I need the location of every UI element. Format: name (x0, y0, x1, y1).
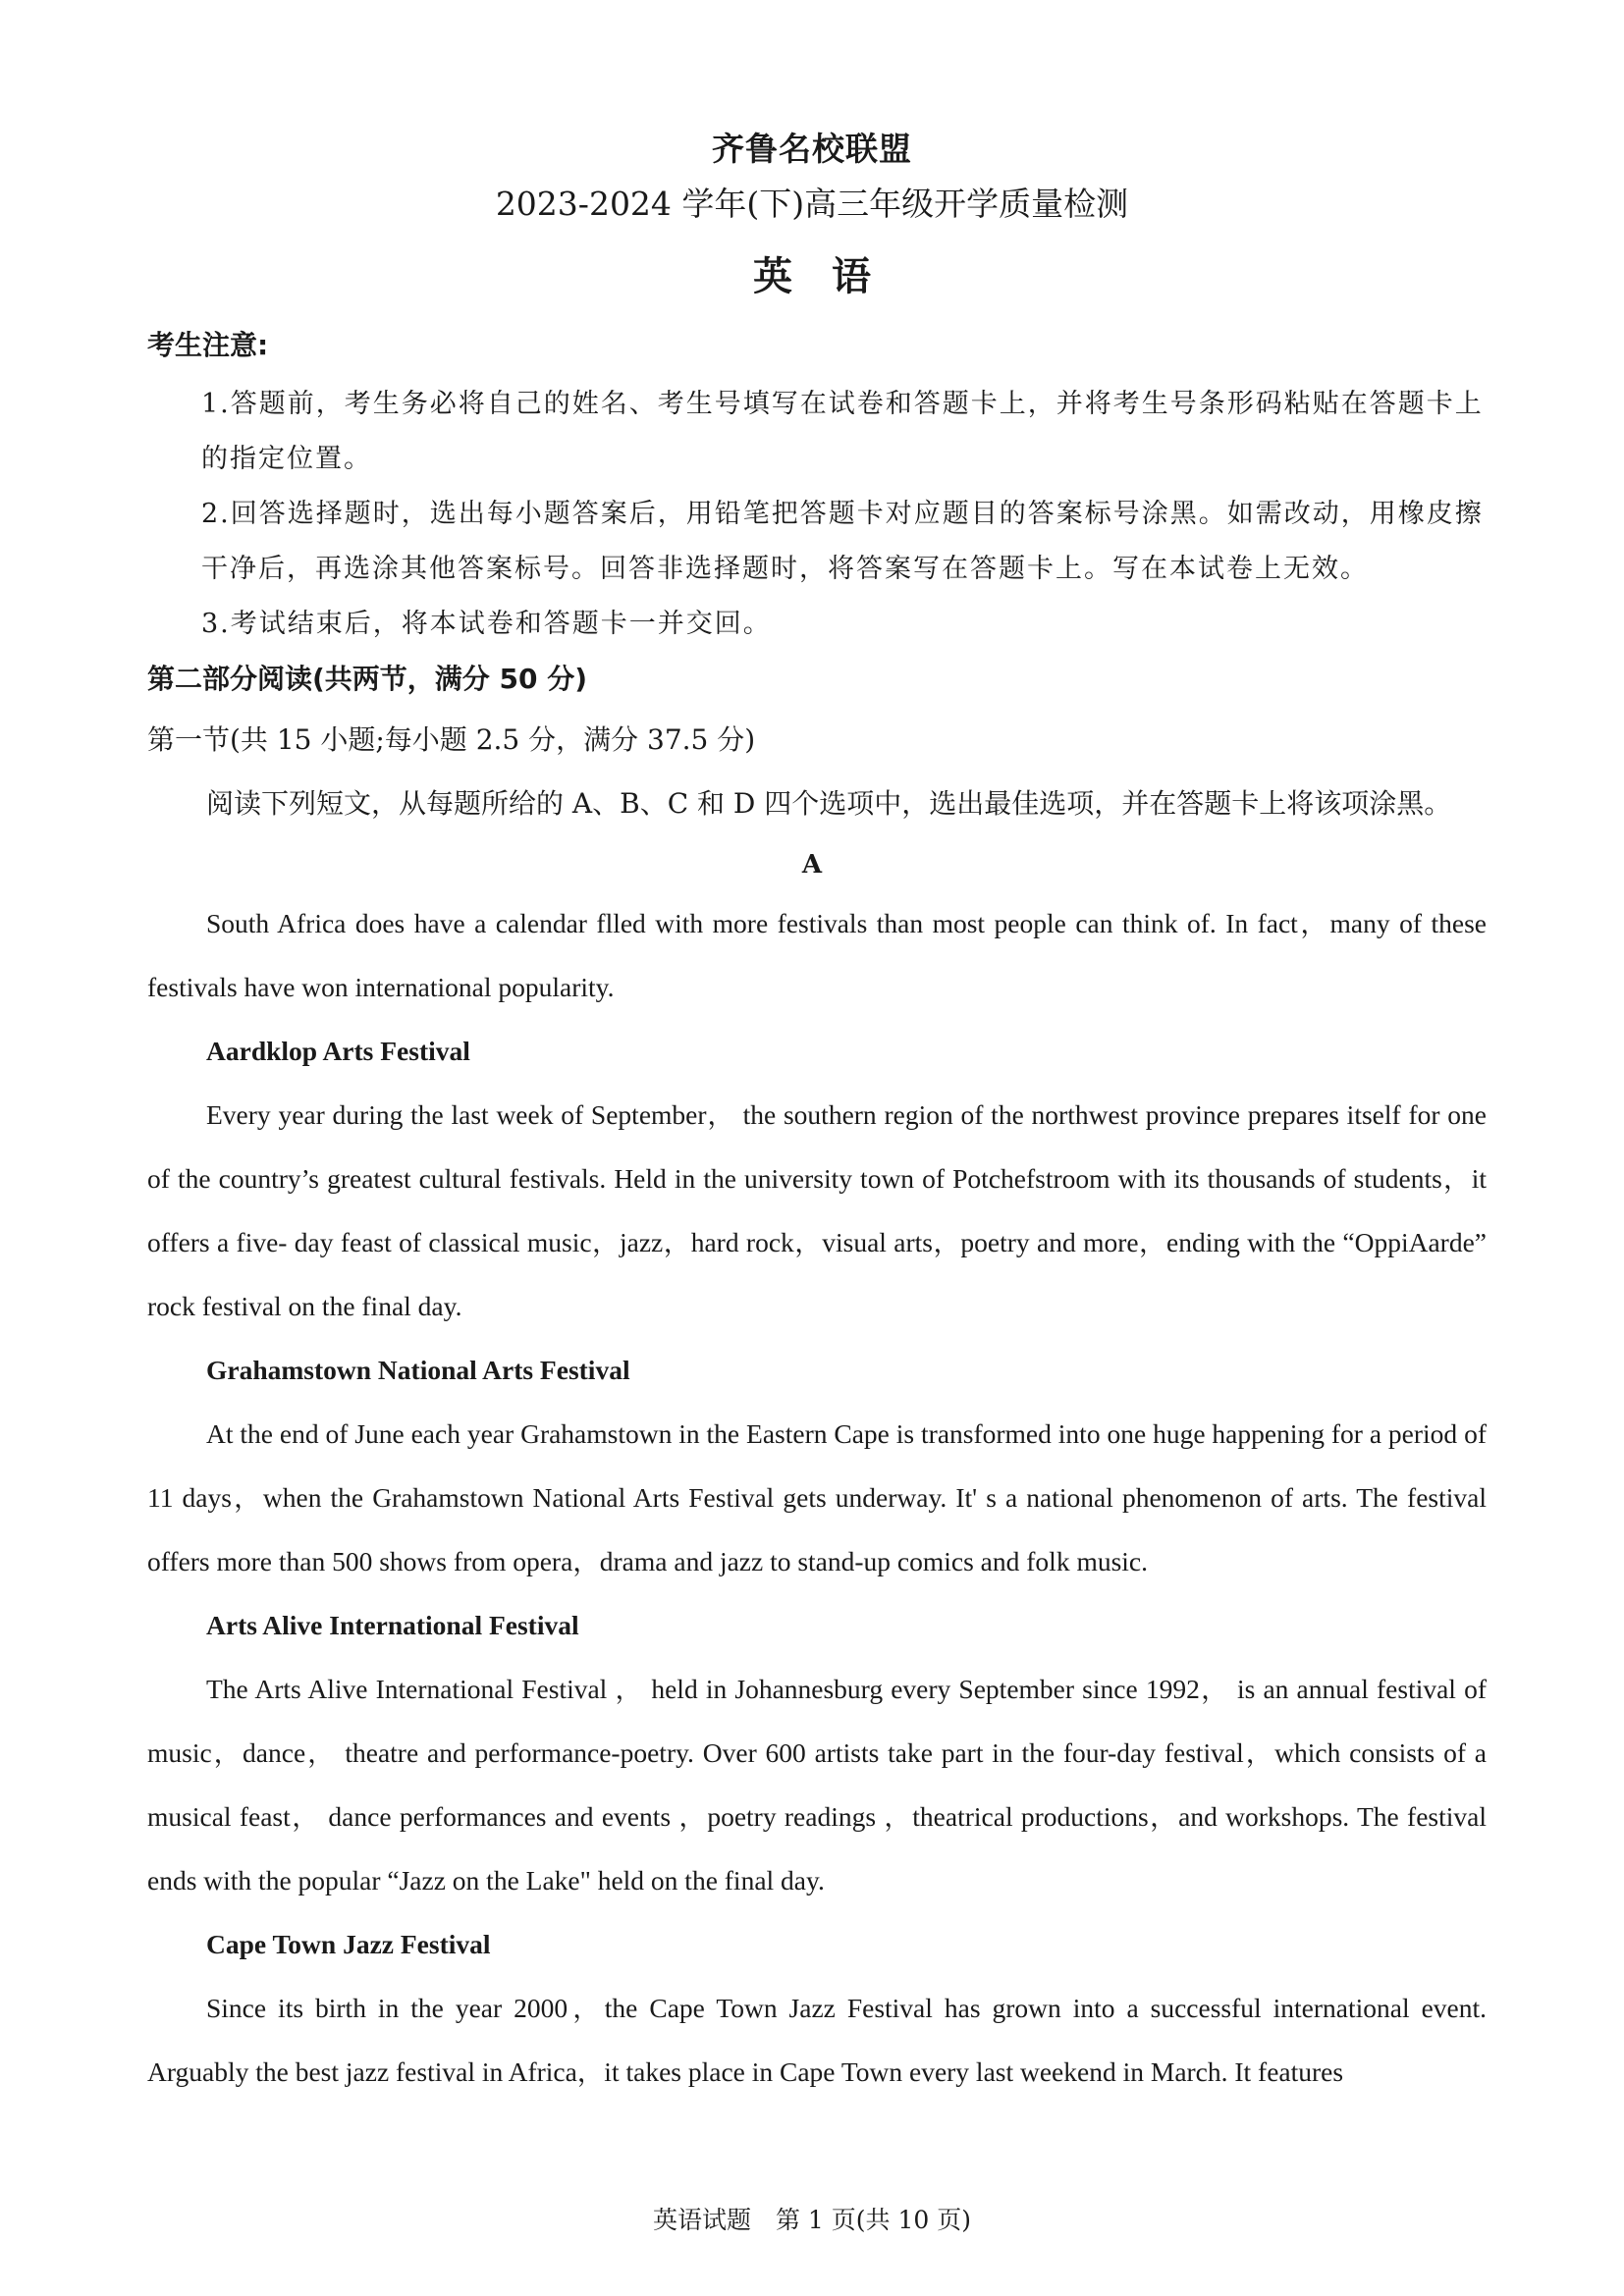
passage-intro: South Africa does have a calendar flled with more festivals than most people can think of. In fact，many of these festivals have won international popularity. (147, 908, 1487, 1002)
organization-name: 齐鲁名校联盟 (712, 130, 912, 168)
festival-paragraph: At the end of June each year Grahamstown in the Eastern Cape is transformed into one huge happening for a period of 11 days，when the Grahamstown National Arts Festival gets underway. It' s a national phenomenon of arts. The festival offers more than 500 shows from opera，drama and jazz to stand-up comics and folk music. (147, 1418, 1487, 1576)
section-title: 第一节(共 15 小题;每小题 2.5 分，满分 37.5 分) (147, 723, 756, 756)
notice-item: 2.回答选择题时，选出每小题答案后，用铅笔把答题卡对应题目的答案标号涂黑。如需改动，用橡皮擦干净后，再选涂其他答案标号。回答非选择题时，将答案写在答题卡上。写在本试卷上无效。 (201, 499, 1484, 584)
festival-heading: Aardklop Arts Festival (206, 1036, 470, 1066)
passage-body (147, 891, 1487, 2104)
instruction-text: 阅读下列短文，从每题所给的 A、B、C 和 D 四个选项中，选出最佳选项，并在答题卡上将该项涂黑。 (206, 787, 1452, 820)
festival-paragraph: The Arts Alive International Festival ， held in Johannesburg every September since 1992， is an annual festival of music，dance， theatre and performance-poetry. Over 600 artists take part in the four-day festival，which consists of a musical feast， dance performances and events ，poetry readings ，theatrical productions，and workshops. The festival ends with the popular “Jazz on the Lake" held on the final day. (147, 1674, 1487, 1896)
page-footer: 英语试题 第 1 页(共 10 页) (652, 2206, 971, 2234)
notice-title: 考生注意: (147, 329, 269, 361)
notice-item: 3.考试结束后，将本试卷和答题卡一并交回。 (201, 609, 772, 639)
festival-heading: Arts Alive International Festival (206, 1610, 579, 1640)
festival-heading: Cape Town Jazz Festival (206, 1929, 491, 1959)
passage-label: A (801, 850, 823, 880)
festival-paragraph: Since its birth in the year 2000，the Cape Town Jazz Festival has grown into a successful international event. Arguably the best jazz festival in Africa，it takes place in Cape Town every last weekend in March. It features (147, 1993, 1487, 2087)
notice-item: 1.答题前，考生务必将自己的姓名、考生号填写在试卷和答题卡上，并将考生号条形码粘贴在答题卡上的指定位置。 (201, 389, 1484, 474)
festival-heading: Grahamstown National Arts Festival (206, 1355, 630, 1385)
notice-list (201, 377, 1488, 652)
exam-title: 2023-2024 学年(下)高三年级开学质量检测 (495, 185, 1129, 223)
festival-paragraph: Every year during the last week of September， the southern region of the northwest province prepares itself for one of the country’s greatest cultural festivals. Held in the university town of Potchefstroom with its thousands of students，it offers a five- day feast of classical music，jazz，hard rock，visual arts，poetry and more，ending with the “OppiAarde” rock festival on the final day. (147, 1099, 1487, 1321)
subject-title: 英语 (753, 254, 910, 299)
part-title: 第二部分阅读(共两节，满分 50 分) (147, 663, 588, 695)
